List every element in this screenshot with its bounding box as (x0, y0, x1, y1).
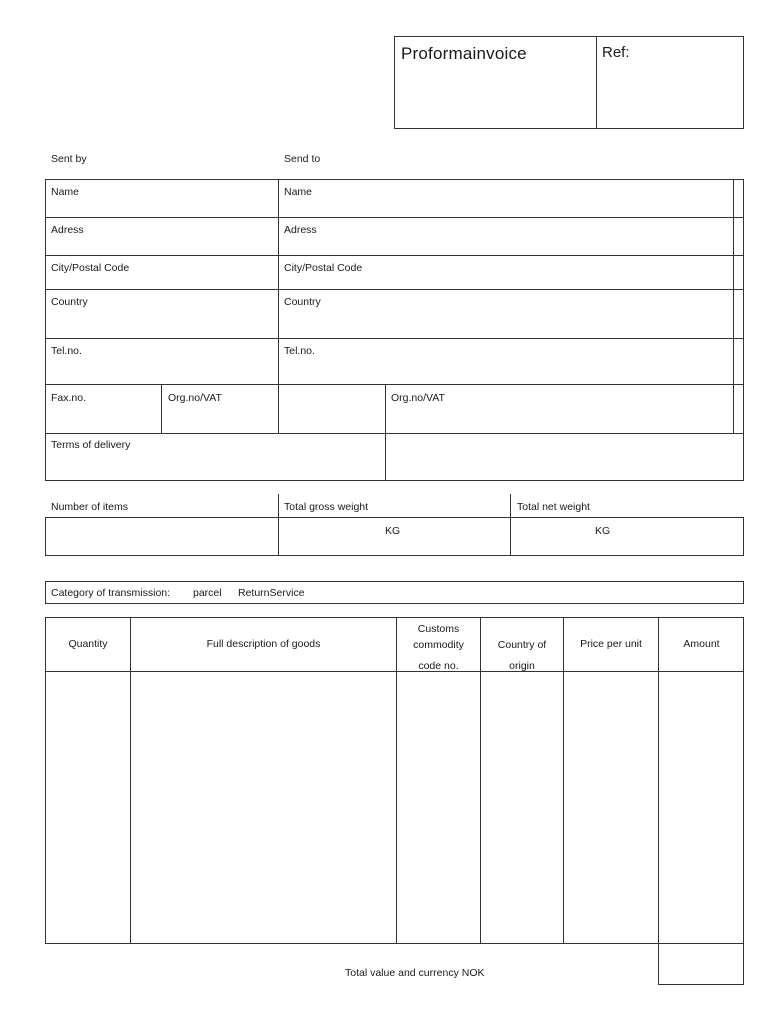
price-per-unit-column-input[interactable] (565, 674, 657, 942)
sender-address-label: Adress (51, 224, 84, 236)
origin-header-line1: Country of (497, 639, 547, 651)
price-per-unit-header: Price per unit (580, 638, 642, 650)
number-of-items-input[interactable] (48, 520, 276, 553)
row-line (45, 433, 744, 434)
category-label: Category of transmission: (51, 587, 171, 599)
description-header: Full description of goods (206, 638, 321, 650)
net-weight-unit: KG (595, 525, 611, 537)
sender-tel-label: Tel.no. (51, 345, 82, 357)
column-line (278, 179, 279, 433)
amount-header: Amount (683, 638, 720, 650)
terms-of-delivery-input[interactable] (388, 437, 742, 479)
sender-fax-label: Fax.no. (51, 392, 87, 404)
recipient-tel-label: Tel.no. (284, 345, 315, 357)
goods-header-line (45, 671, 744, 672)
column-line (385, 384, 386, 481)
total-gross-weight-label: Total gross weight (284, 501, 369, 513)
gross-weight-unit: KG (385, 525, 401, 537)
gross-weight-input[interactable] (281, 536, 507, 553)
column-line (510, 517, 511, 556)
column-line (510, 494, 511, 518)
sender-city-label: City/Postal Code (51, 262, 130, 274)
total-value-label: Total value and currency NOK (345, 967, 485, 979)
sender-address-input[interactable] (48, 238, 276, 253)
sender-country-input[interactable] (48, 312, 276, 336)
customs-header-line1: Customs (417, 623, 460, 635)
country-of-origin-column-input[interactable] (482, 674, 562, 942)
terms-of-delivery-label: Terms of delivery (51, 439, 131, 451)
recipient-address-label: Adress (284, 224, 317, 236)
sender-tel-input[interactable] (48, 360, 276, 382)
recipient-org-vat-label: Org.no/VAT (391, 392, 445, 404)
column-line (130, 617, 131, 944)
recipient-address-input[interactable] (281, 238, 731, 253)
recipient-name-label: Name (284, 186, 313, 198)
sender-city-input[interactable] (48, 274, 276, 287)
column-line (161, 384, 162, 433)
customs-header-line3: code no. (418, 660, 459, 672)
total-net-weight-label: Total net weight (517, 501, 590, 513)
customs-header-line2: commodity (413, 639, 464, 651)
sent-by-heading: Sent by (51, 153, 87, 165)
customs-code-column-input[interactable] (398, 674, 479, 942)
amount-column-input[interactable] (660, 674, 743, 942)
category-value-parcel: parcel (193, 587, 222, 599)
recipient-name-input[interactable] (281, 200, 731, 215)
sender-name-input[interactable] (48, 200, 276, 215)
recipient-city-input[interactable] (281, 274, 731, 287)
ref-label: Ref: (602, 44, 630, 61)
recipient-country-input[interactable] (281, 312, 731, 336)
column-line (658, 617, 659, 944)
sender-org-vat-label: Org.no/VAT (168, 392, 222, 404)
column-line (278, 494, 279, 518)
quantity-header: Quantity (68, 638, 108, 650)
send-to-heading: Send to (284, 153, 321, 165)
row-line (45, 255, 744, 256)
net-weight-input[interactable] (513, 536, 741, 553)
column-line (278, 517, 279, 556)
recipient-tel-input[interactable] (281, 360, 731, 382)
row-line (45, 289, 744, 290)
document-title: Proformainvoice (401, 44, 527, 63)
description-column-input[interactable] (132, 674, 395, 942)
origin-header-line2: origin (509, 660, 535, 672)
recipient-city-label: City/Postal Code (284, 262, 363, 274)
ref-input[interactable] (600, 68, 738, 124)
recipient-country-label: Country (284, 296, 321, 308)
row-line (45, 217, 744, 218)
quantity-column-input[interactable] (47, 674, 129, 942)
header-divider (596, 36, 597, 129)
column-line (563, 617, 564, 944)
row-line (45, 338, 744, 339)
sender-name-label: Name (51, 186, 80, 198)
category-value-return-service: ReturnService (238, 587, 305, 599)
number-of-items-label: Number of items (51, 501, 129, 513)
sender-country-label: Country (51, 296, 88, 308)
total-value-input[interactable] (660, 946, 742, 983)
row-line (45, 384, 744, 385)
